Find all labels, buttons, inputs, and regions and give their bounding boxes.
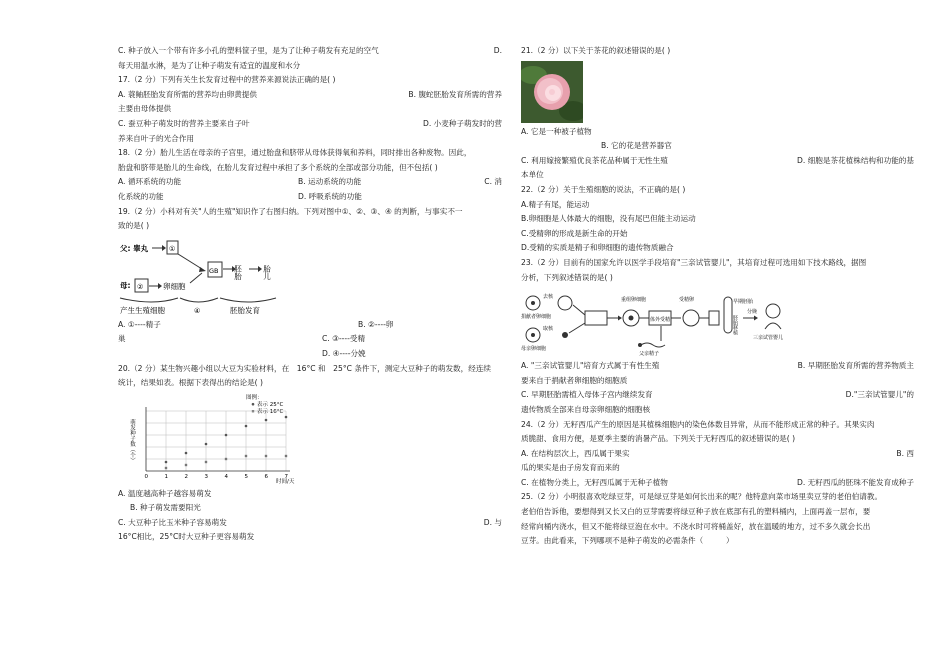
q24-stem: 24.（2 分）无籽西瓜产生的原因是其植株细胞内的染色体数目异常，从而不能形成正常的种子。其果实肉	[521, 419, 875, 429]
enucleated-egg-icon	[558, 296, 572, 310]
q21-option-c: C. 利用嫁接繁殖优良茶花品种属于无性生殖	[521, 155, 668, 165]
q18-stem-2: 胎盘和脐带是胎儿的生命线，在胎儿发育过程中承担了多个系统的全部或部分功能，但不包括( )	[118, 162, 438, 172]
data-point-25c	[165, 460, 168, 463]
q21-option-a: A. 它是一种被子植物	[521, 126, 592, 136]
q17-option-b: B. 腹蛇胚胎发育所需的营养	[408, 89, 502, 99]
legend-entry: 表示 25°C	[257, 401, 284, 408]
q23-zygote-label: 受精卵	[679, 297, 695, 304]
q23-cd-line	[521, 388, 914, 403]
q20-chart-svg	[128, 391, 308, 487]
q20-germination-chart	[118, 391, 502, 487]
q19-circle-4: ④	[194, 306, 201, 315]
q23-option-c: C. 早期胚胎需植入母体子宫内继续发育	[521, 390, 653, 400]
q19-stem-2: 致的是( )	[118, 221, 150, 231]
q21-option-d-cont: 本单位	[521, 170, 544, 180]
data-point-16c	[265, 454, 267, 456]
q19-caption-3: 胚胎发育	[230, 305, 260, 315]
q24-option-d: D. 无籽西瓜的胚珠不能发育成种子	[797, 477, 914, 487]
arrow-head	[158, 283, 162, 289]
q23-recon-label: 重组卵细胞	[621, 297, 647, 304]
q24-option-b-cont: 瓜的果实是由子房发育而来的	[521, 463, 620, 473]
test-tube-icon	[724, 297, 732, 333]
chart-y-label: 萌发种子数（个）	[129, 418, 135, 463]
brace	[120, 298, 178, 302]
zygote-icon	[683, 310, 699, 326]
q19-stem: 19.（2 分）小科对有关"人的生殖"知识作了右图归纳。下列对图中①、②、③、④ 的判断，与事实不一	[118, 206, 463, 216]
x-tick-label: 2	[184, 473, 188, 480]
q23-nucleus-in-label: 取核	[543, 326, 554, 333]
data-point-16c	[285, 454, 287, 456]
q25-line-1: 25.（2 分）小明很喜欢吃绿豆芽，可是绿豆芽是如何长出来的呢？他特意向菜市场里卖豆芽的老伯伯请教。	[521, 492, 883, 502]
data-point-16c	[205, 460, 207, 462]
q23-donor-label: 捐献者卵细胞	[521, 314, 552, 321]
data-point-25c	[265, 418, 268, 421]
q23-birth-label: 分娩	[747, 309, 758, 316]
left-column	[118, 44, 502, 545]
q18-cd-line	[118, 190, 502, 205]
chart-axes	[146, 407, 290, 471]
x-tick-label: 3	[204, 473, 208, 480]
q22-option-b: B.卵细胞是人体最大的细胞，没有尾巴但能主动运动	[521, 214, 696, 224]
q18-abc-line	[118, 175, 502, 190]
q19-circle-2: ②	[137, 282, 144, 291]
arrow-head	[258, 266, 262, 272]
q23-option-d: D."三亲试管婴儿"的	[845, 390, 914, 400]
sperm-icon	[641, 343, 665, 347]
q17-option-a: A. 蓑鲉胚胎发育所需的营养均由卵黄提供	[118, 89, 257, 99]
q24-stem-2: 质脆甜、食用方便，是夏季主要的消暑产品。下列关于无籽西瓜的叙述错误的是( )	[521, 434, 796, 444]
q23-option-a: A. "三亲试管婴儿"培育方式属于有性生殖	[521, 361, 660, 371]
q19-fetus-label: 胎儿	[262, 264, 272, 280]
q23-ivf-label: 体外受精	[650, 317, 671, 324]
data-point-25c	[285, 415, 288, 418]
data-point-16c	[185, 463, 187, 465]
x-tick-label: 6	[264, 473, 268, 480]
q20-option-d: D. 与	[483, 517, 502, 527]
q20-option-b: B. 种子萌发需要阳光	[130, 503, 201, 513]
q23-option-d-cont: 遗传物质全部来自母亲卵细胞的细胞核	[521, 404, 651, 414]
q23-baby-label: 三亲试管婴儿	[753, 335, 784, 342]
arrow-head	[162, 245, 166, 251]
q24-ab-line	[521, 447, 914, 462]
q19-option-d: D. ④----分娩	[322, 348, 366, 358]
q21-camellia-photo	[521, 59, 914, 125]
x-tick-label: 0	[144, 473, 148, 480]
q19-gb-label: GB	[209, 266, 219, 275]
q24-option-a: A. 在结构层次上，西瓜属于果实	[521, 448, 630, 458]
q18-option-c-cont: 化系统的功能	[118, 191, 164, 201]
q18-option-a: A. 循环系统的功能	[118, 177, 182, 187]
x-tick-label: 7	[284, 473, 288, 480]
q19-option-a: A. ①----精子	[118, 319, 161, 329]
arrow-line	[190, 273, 202, 283]
q20-cd-line	[118, 516, 502, 531]
q22-option-a: A.精子有尾，能运动	[521, 199, 590, 209]
fuse-box	[585, 311, 607, 325]
camellia-flower-image	[521, 61, 583, 123]
legend-entry: 表示 16°C	[257, 408, 284, 415]
q20-option-a: A. 温度越高种子越容易萌发	[118, 488, 212, 498]
chart-legend	[246, 393, 283, 415]
q18-option-d: D. 呼吸系统的功能	[298, 191, 362, 201]
q19-diagram-svg	[118, 236, 298, 316]
q19-option-b: B. ②----卵	[358, 319, 394, 329]
q23-option-b-cont: 要来自于捐献者卵细胞的细胞质	[521, 375, 628, 385]
q16-option-d-cont: 每天用温水淋，是为了让种子萌发有适宜的温度和水分	[118, 60, 301, 70]
q23-embryo-label: 早期胚胎	[733, 299, 754, 306]
q24-cd-line	[521, 476, 914, 491]
q20-option-c: C. 大豆种子比玉米种子容易萌发	[118, 517, 227, 527]
q23-stem-2: 分析，下列叙述错误的是( )	[521, 272, 613, 282]
legend-marker-25c	[252, 403, 255, 406]
brace	[180, 298, 218, 302]
q24-option-c: C. 在植物分类上，无籽西瓜属于无种子植物	[521, 477, 668, 487]
q16-option-d: D.	[493, 46, 502, 55]
q18-option-c: C. 消	[484, 177, 502, 187]
q22-option-d: D.受精的实质是精子和卵细胞的遗传物质融合	[521, 243, 674, 253]
q22-option-c: C.受精卵的形成是新生命的开始	[521, 228, 628, 238]
q19-embryo-label: 胚胎	[233, 264, 243, 280]
data-point-25c	[205, 442, 208, 445]
baby-body-icon	[765, 323, 781, 329]
arrow-line	[178, 254, 202, 269]
q21-stem: 21.（2 分）以下关于茶花的叙述错误的是( )	[521, 46, 671, 55]
q23-option-b: B. 早期胚胎发育所需的营养物质主	[797, 361, 914, 371]
q17-stem: 17.（2 分）下列有关生长发育过程中的营养来源说法正确的是( )	[118, 75, 336, 85]
q18-option-b: B. 运动系统的功能	[298, 177, 362, 187]
q16-option-c: C. 种子放入一个带有许多小孔的塑料筐子里，是为了让种子萌发有充足的空气	[118, 46, 379, 55]
q18-stem: 18.（2 分）胎儿生活在母亲的子宫里，通过胎盘和脐带从母体获得氧和养料，同时排出各种废物。因此，	[118, 148, 472, 158]
q19-cd-line	[118, 332, 502, 347]
q17-option-b-cont: 主要由母体提供	[118, 104, 172, 114]
data-point-25c	[185, 451, 188, 454]
q19-egg-label: 卵细胞	[163, 281, 186, 291]
q20-stem: 20.（2 分）某生物兴趣小组以大豆为实验材料，在 16°C 和 25°C 条件下，测定大豆种子的萌发数，经连续	[118, 363, 492, 373]
q25-line-2: 老伯伯告诉他，要想得到又长又白的豆芽需要将绿豆种子放在底部有孔的塑料桶内，上面再盖一层布，要	[521, 507, 871, 517]
brace	[220, 298, 276, 302]
q19-reproduction-diagram	[118, 234, 502, 318]
q17-ab-line	[118, 88, 502, 103]
q19-caption-1: 产生生殖细胞	[120, 305, 165, 315]
q17-cd-line	[118, 117, 502, 132]
x-tick-label: 4	[224, 473, 228, 480]
q19-d-line	[118, 347, 502, 362]
q23-diagram-svg	[521, 291, 791, 361]
data-point-16c	[225, 457, 227, 459]
q25-line-4: 豆芽。由此看来，下列哪项不是种子萌发的必需条件（ ）	[521, 536, 734, 546]
culture-box	[709, 311, 719, 325]
q24-option-b: B. 西	[896, 448, 914, 458]
q17-option-d-cont: 养来自叶子的光合作用	[118, 133, 194, 143]
q23-father-label: 父亲精子	[639, 351, 660, 358]
right-column	[521, 44, 914, 549]
nucleus-icon	[562, 332, 568, 338]
legend-title: 图例：	[246, 394, 263, 401]
q23-transfer-label: 胚胎移植	[732, 315, 738, 336]
q23-three-parent-diagram	[521, 285, 914, 359]
q21-option-b: B. 它的花是营养器官	[601, 141, 672, 151]
q20-stem-2: 统计，结果如表。根据下表得出的结论是( )	[118, 378, 264, 388]
q23-ab-line	[521, 359, 914, 374]
data-point-16c	[165, 466, 167, 468]
baby-head-icon	[766, 304, 780, 318]
arrow-head	[199, 267, 206, 272]
q17-option-c: C. 蚕豆种子萌发时的营养主要来自子叶	[118, 118, 250, 128]
q19-ab-line	[118, 318, 502, 333]
q22-stem: 22.（2 分）关于生殖细胞的说法，不正确的是( )	[521, 184, 686, 194]
q19-father-label: 父: 睾丸	[120, 243, 149, 253]
q17-option-d: D. 小麦种子萌发时的营	[422, 118, 502, 128]
chart-x-label: 时间/天	[276, 478, 295, 485]
q19-mother-label: 母:	[120, 280, 131, 290]
chart-x-ticks	[145, 474, 289, 480]
q21-cd-line	[521, 154, 914, 169]
data-point-16c	[245, 454, 247, 456]
x-tick-label: 5	[244, 473, 248, 480]
q19-option-c: C. ③----受精	[322, 334, 366, 344]
q23-nucleus-out-label: 去核	[543, 294, 554, 301]
q19-circle-1: ①	[169, 244, 176, 253]
q20-option-d-cont: 16°C相比，25°C时大豆种子更容易萌发	[118, 532, 255, 542]
data-point-25c	[245, 424, 248, 427]
q16-option-c-line	[118, 44, 502, 59]
q23-mother-label: 母亲卵细胞	[521, 346, 547, 353]
x-tick-label: 1	[164, 473, 168, 480]
q23-stem: 23.（2 分）目前有的国家允许以医学手段培育"三亲试管婴儿"，其培育过程可选用如下技术路线，据图	[521, 257, 867, 267]
q21-option-d: D. 细胞是茶花植株结构和功能的基	[797, 155, 914, 165]
q25-line-3: 经常向桶内浇水，但又不能将绿豆泡在水中。不浇水时可将桶盖好，放在温暖的地方，过不多久就会长出	[521, 521, 871, 531]
q19-option-b-cont: 巢	[118, 334, 126, 344]
data-point-25c	[225, 433, 228, 436]
